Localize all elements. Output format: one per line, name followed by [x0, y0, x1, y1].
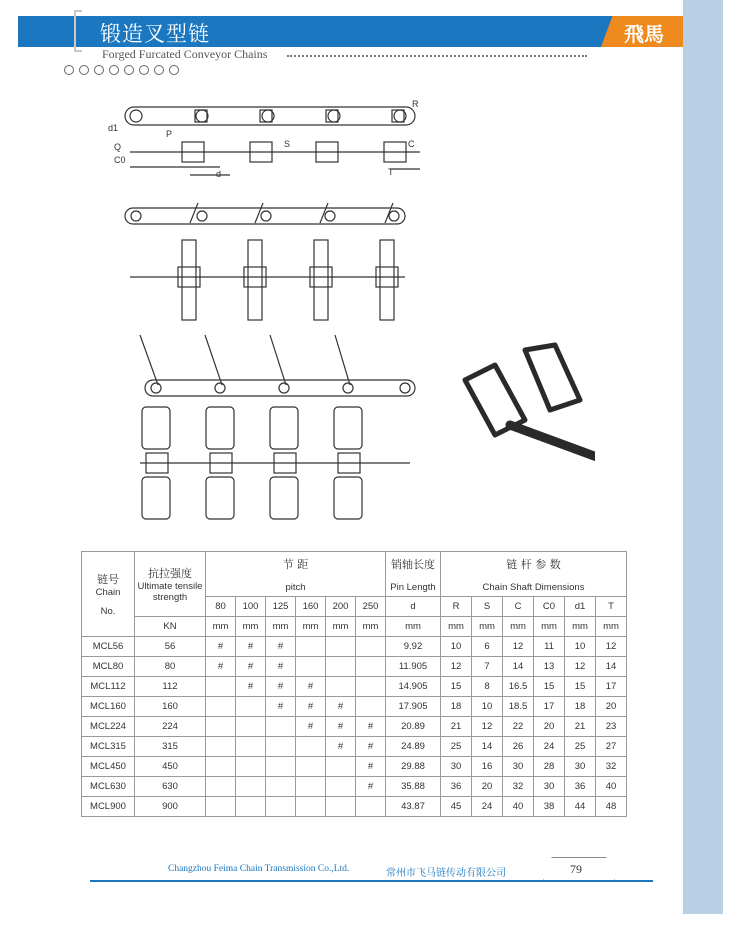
table-cell: MCL630: [82, 777, 135, 797]
table-row: [82, 637, 627, 657]
table-cell: 26: [503, 737, 534, 757]
table-cell: #: [206, 637, 236, 657]
table-cell: 40: [596, 777, 627, 797]
table-cell: [296, 637, 326, 657]
table-cell: 6: [472, 637, 503, 657]
table-cell: [296, 777, 326, 797]
table-cell: 80: [135, 657, 206, 677]
table-cell: [206, 697, 236, 717]
table-cell: 17: [534, 697, 565, 717]
table-cell: #: [236, 637, 266, 657]
table-cell: 18: [565, 697, 596, 717]
table-cell: [296, 737, 326, 757]
label-R: R: [412, 99, 419, 109]
table-cell: 20: [534, 717, 565, 737]
table-cell: [326, 677, 356, 697]
table-cell: MCL224: [82, 717, 135, 737]
table-cell: 11: [534, 637, 565, 657]
col-pitch: 节 距 pitch: [206, 552, 386, 597]
table-cell: [296, 657, 326, 677]
table-cell: [356, 637, 386, 657]
table-cell: #: [326, 717, 356, 737]
table-cell: [206, 737, 236, 757]
table-cell: 16.5: [503, 677, 534, 697]
page-number: 79: [570, 862, 582, 876]
table-cell: 11.905: [386, 657, 441, 677]
table-cell: 14: [472, 737, 503, 757]
label-Q: Q: [114, 142, 122, 152]
table-cell: [206, 797, 236, 817]
table-cell: 900: [135, 797, 206, 817]
table-cell: 30: [534, 777, 565, 797]
table-cell: 56: [135, 637, 206, 657]
table-row: [82, 697, 627, 717]
table-cell: MCL315: [82, 737, 135, 757]
page-title: 锻造叉型链: [100, 22, 210, 46]
col-strength: 抗拉强度 Ultimate tensile strength: [135, 552, 206, 617]
table-cell: 22: [503, 717, 534, 737]
table-cell: 18.5: [503, 697, 534, 717]
table-cell: #: [236, 677, 266, 697]
table-cell: 32: [503, 777, 534, 797]
table-cell: #: [326, 697, 356, 717]
table-cell: [356, 697, 386, 717]
table-cell: 44: [565, 797, 596, 817]
table-cell: 10: [441, 637, 472, 657]
table-cell: 20: [596, 697, 627, 717]
table-cell: [236, 737, 266, 757]
table-cell: 17: [596, 677, 627, 697]
table-cell: [236, 757, 266, 777]
table-row: [82, 797, 627, 817]
table-row: [82, 777, 627, 797]
table-cell: #: [356, 717, 386, 737]
table-cell: [206, 677, 236, 697]
label-d1: d1: [108, 123, 119, 133]
table-cell: 7: [472, 657, 503, 677]
table-cell: 12: [441, 657, 472, 677]
table-cell: #: [206, 657, 236, 677]
table-cell: [236, 777, 266, 797]
company-name-en: Changzhou Feima Chain Transmission Co.,Ltd.: [168, 864, 350, 874]
table-cell: [296, 797, 326, 817]
table-cell: MCL80: [82, 657, 135, 677]
page-subtitle: Forged Furcated Conveyor Chains: [102, 47, 268, 61]
table-cell: #: [356, 737, 386, 757]
label-P: P: [166, 129, 173, 139]
table-cell: [356, 797, 386, 817]
table-cell: [236, 697, 266, 717]
table-cell: 12: [472, 717, 503, 737]
table-cell: 630: [135, 777, 206, 797]
table-cell: [236, 797, 266, 817]
side-strip: [683, 0, 723, 914]
table-cell: #: [296, 677, 326, 697]
table-cell: [206, 777, 236, 797]
table-cell: [326, 797, 356, 817]
table-cell: 30: [441, 757, 472, 777]
table-cell: 24: [472, 797, 503, 817]
table-cell: 40: [503, 797, 534, 817]
table-cell: 15: [534, 677, 565, 697]
table-cell: 21: [565, 717, 596, 737]
table-cell: [236, 717, 266, 737]
label-T: T: [388, 167, 394, 177]
table-cell: [206, 757, 236, 777]
table-cell: 16: [472, 757, 503, 777]
table-cell: 17.905: [386, 697, 441, 717]
table-cell: 14: [596, 657, 627, 677]
table-cell: [356, 677, 386, 697]
table-cell: 48: [596, 797, 627, 817]
col-shaft: 链 杆 参 数 Chain Shaft Dimensions: [441, 552, 627, 597]
table-cell: 45: [441, 797, 472, 817]
table-cell: [266, 777, 296, 797]
table-cell: 43.87: [386, 797, 441, 817]
table-row: [82, 677, 627, 697]
table-cell: [326, 637, 356, 657]
table-cell: MCL900: [82, 797, 135, 817]
table-cell: MCL450: [82, 757, 135, 777]
spec-table-body: [82, 637, 627, 817]
table-cell: 12: [503, 637, 534, 657]
table-row: [82, 737, 627, 757]
table-cell: #: [266, 677, 296, 697]
table-cell: 20.89: [386, 717, 441, 737]
table-cell: 8: [472, 677, 503, 697]
table-cell: 12: [596, 637, 627, 657]
table-cell: #: [236, 657, 266, 677]
company-name-cn: 常州市飞马链传动有限公司: [386, 868, 506, 879]
spec-table: 链号 Chain No. 抗拉强度 Ultimate tensile strength 节 距 pitch 销轴长度 Pin Length 链 杆 参 数 Chain Shaft Dimensions 80 100 125 160 200 250 d R S C C0 d1 T KN mm mm mm mm mm mm mm mm mm mm mm mm mm MCL56 56 # # # 9.92 10 6 12 11 10 12 MCL80 80 # # # 11.905 12 7 14 13 12 14 MCL112 112 # # # 14.905 15 8 16.5 15 15 17 MCL160 160 # # # 17.905 18 10 18.5 17 18 20 MCL224 224 # # # 20.89 21 12 22 20 21 23 MCL315 315 # # 24.89 25 14 26 24 25 27 MCL450 450 # 29.88 30 16 30 28 30 32 MCL630 630 # 35.88 36 20 32 30 36 40 MCL900 900 43.87 45 24 40 38 44 48: [81, 551, 627, 817]
header-bracket: [74, 10, 82, 52]
table-cell: [206, 717, 236, 737]
table-cell: MCL56: [82, 637, 135, 657]
table-cell: 10: [472, 697, 503, 717]
table-cell: 23: [596, 717, 627, 737]
footer-rule: [90, 880, 653, 882]
decorative-circles: [64, 62, 184, 80]
table-cell: 35.88: [386, 777, 441, 797]
table-cell: 450: [135, 757, 206, 777]
table-cell: 315: [135, 737, 206, 757]
table-cell: 224: [135, 717, 206, 737]
table-cell: 25: [441, 737, 472, 757]
table-row: [82, 757, 627, 777]
table-cell: #: [356, 777, 386, 797]
table-cell: [266, 757, 296, 777]
table-cell: 15: [565, 677, 596, 697]
table-cell: [266, 797, 296, 817]
table-cell: 112: [135, 677, 206, 697]
table-cell: 28: [534, 757, 565, 777]
table-cell: 36: [565, 777, 596, 797]
table-cell: #: [356, 757, 386, 777]
table-cell: [266, 717, 296, 737]
table-cell: 9.92: [386, 637, 441, 657]
table-cell: #: [296, 697, 326, 717]
table-cell: 160: [135, 697, 206, 717]
table-cell: [266, 737, 296, 757]
col-chain-no: 链号 Chain No.: [82, 552, 135, 637]
dotted-rule: [287, 55, 587, 57]
table-row: [82, 657, 627, 677]
table-cell: [326, 657, 356, 677]
table-cell: [326, 757, 356, 777]
table-cell: MCL160: [82, 697, 135, 717]
label-C0: C0: [114, 155, 126, 165]
chain-photo: [455, 340, 595, 475]
table-cell: MCL112: [82, 677, 135, 697]
table-cell: 10: [565, 637, 596, 657]
table-cell: [326, 777, 356, 797]
table-cell: [296, 757, 326, 777]
table-cell: 20: [472, 777, 503, 797]
table-cell: 13: [534, 657, 565, 677]
table-cell: 36: [441, 777, 472, 797]
table-cell: 25: [565, 737, 596, 757]
table-cell: #: [266, 657, 296, 677]
table-cell: 14: [503, 657, 534, 677]
table-cell: #: [266, 637, 296, 657]
table-cell: 24.89: [386, 737, 441, 757]
table-cell: 30: [503, 757, 534, 777]
table-cell: 38: [534, 797, 565, 817]
table-cell: 29.88: [386, 757, 441, 777]
label-C: C: [408, 139, 415, 149]
table-cell: #: [326, 737, 356, 757]
table-cell: 30: [565, 757, 596, 777]
table-cell: 27: [596, 737, 627, 757]
table-cell: 14.905: [386, 677, 441, 697]
brand-logo: 飛馬: [624, 22, 664, 46]
table-cell: 21: [441, 717, 472, 737]
label-S: S: [284, 139, 291, 149]
table-cell: #: [266, 697, 296, 717]
table-cell: 12: [565, 657, 596, 677]
table-row: [82, 717, 627, 737]
table-cell: 32: [596, 757, 627, 777]
table-cell: 15: [441, 677, 472, 697]
label-d: d: [216, 169, 222, 179]
table-cell: [356, 657, 386, 677]
col-pin-length: 销轴长度 Pin Length: [386, 552, 441, 597]
table-cell: #: [296, 717, 326, 737]
chain-technical-drawing: [100, 95, 440, 535]
table-cell: 18: [441, 697, 472, 717]
table-cell: 24: [534, 737, 565, 757]
